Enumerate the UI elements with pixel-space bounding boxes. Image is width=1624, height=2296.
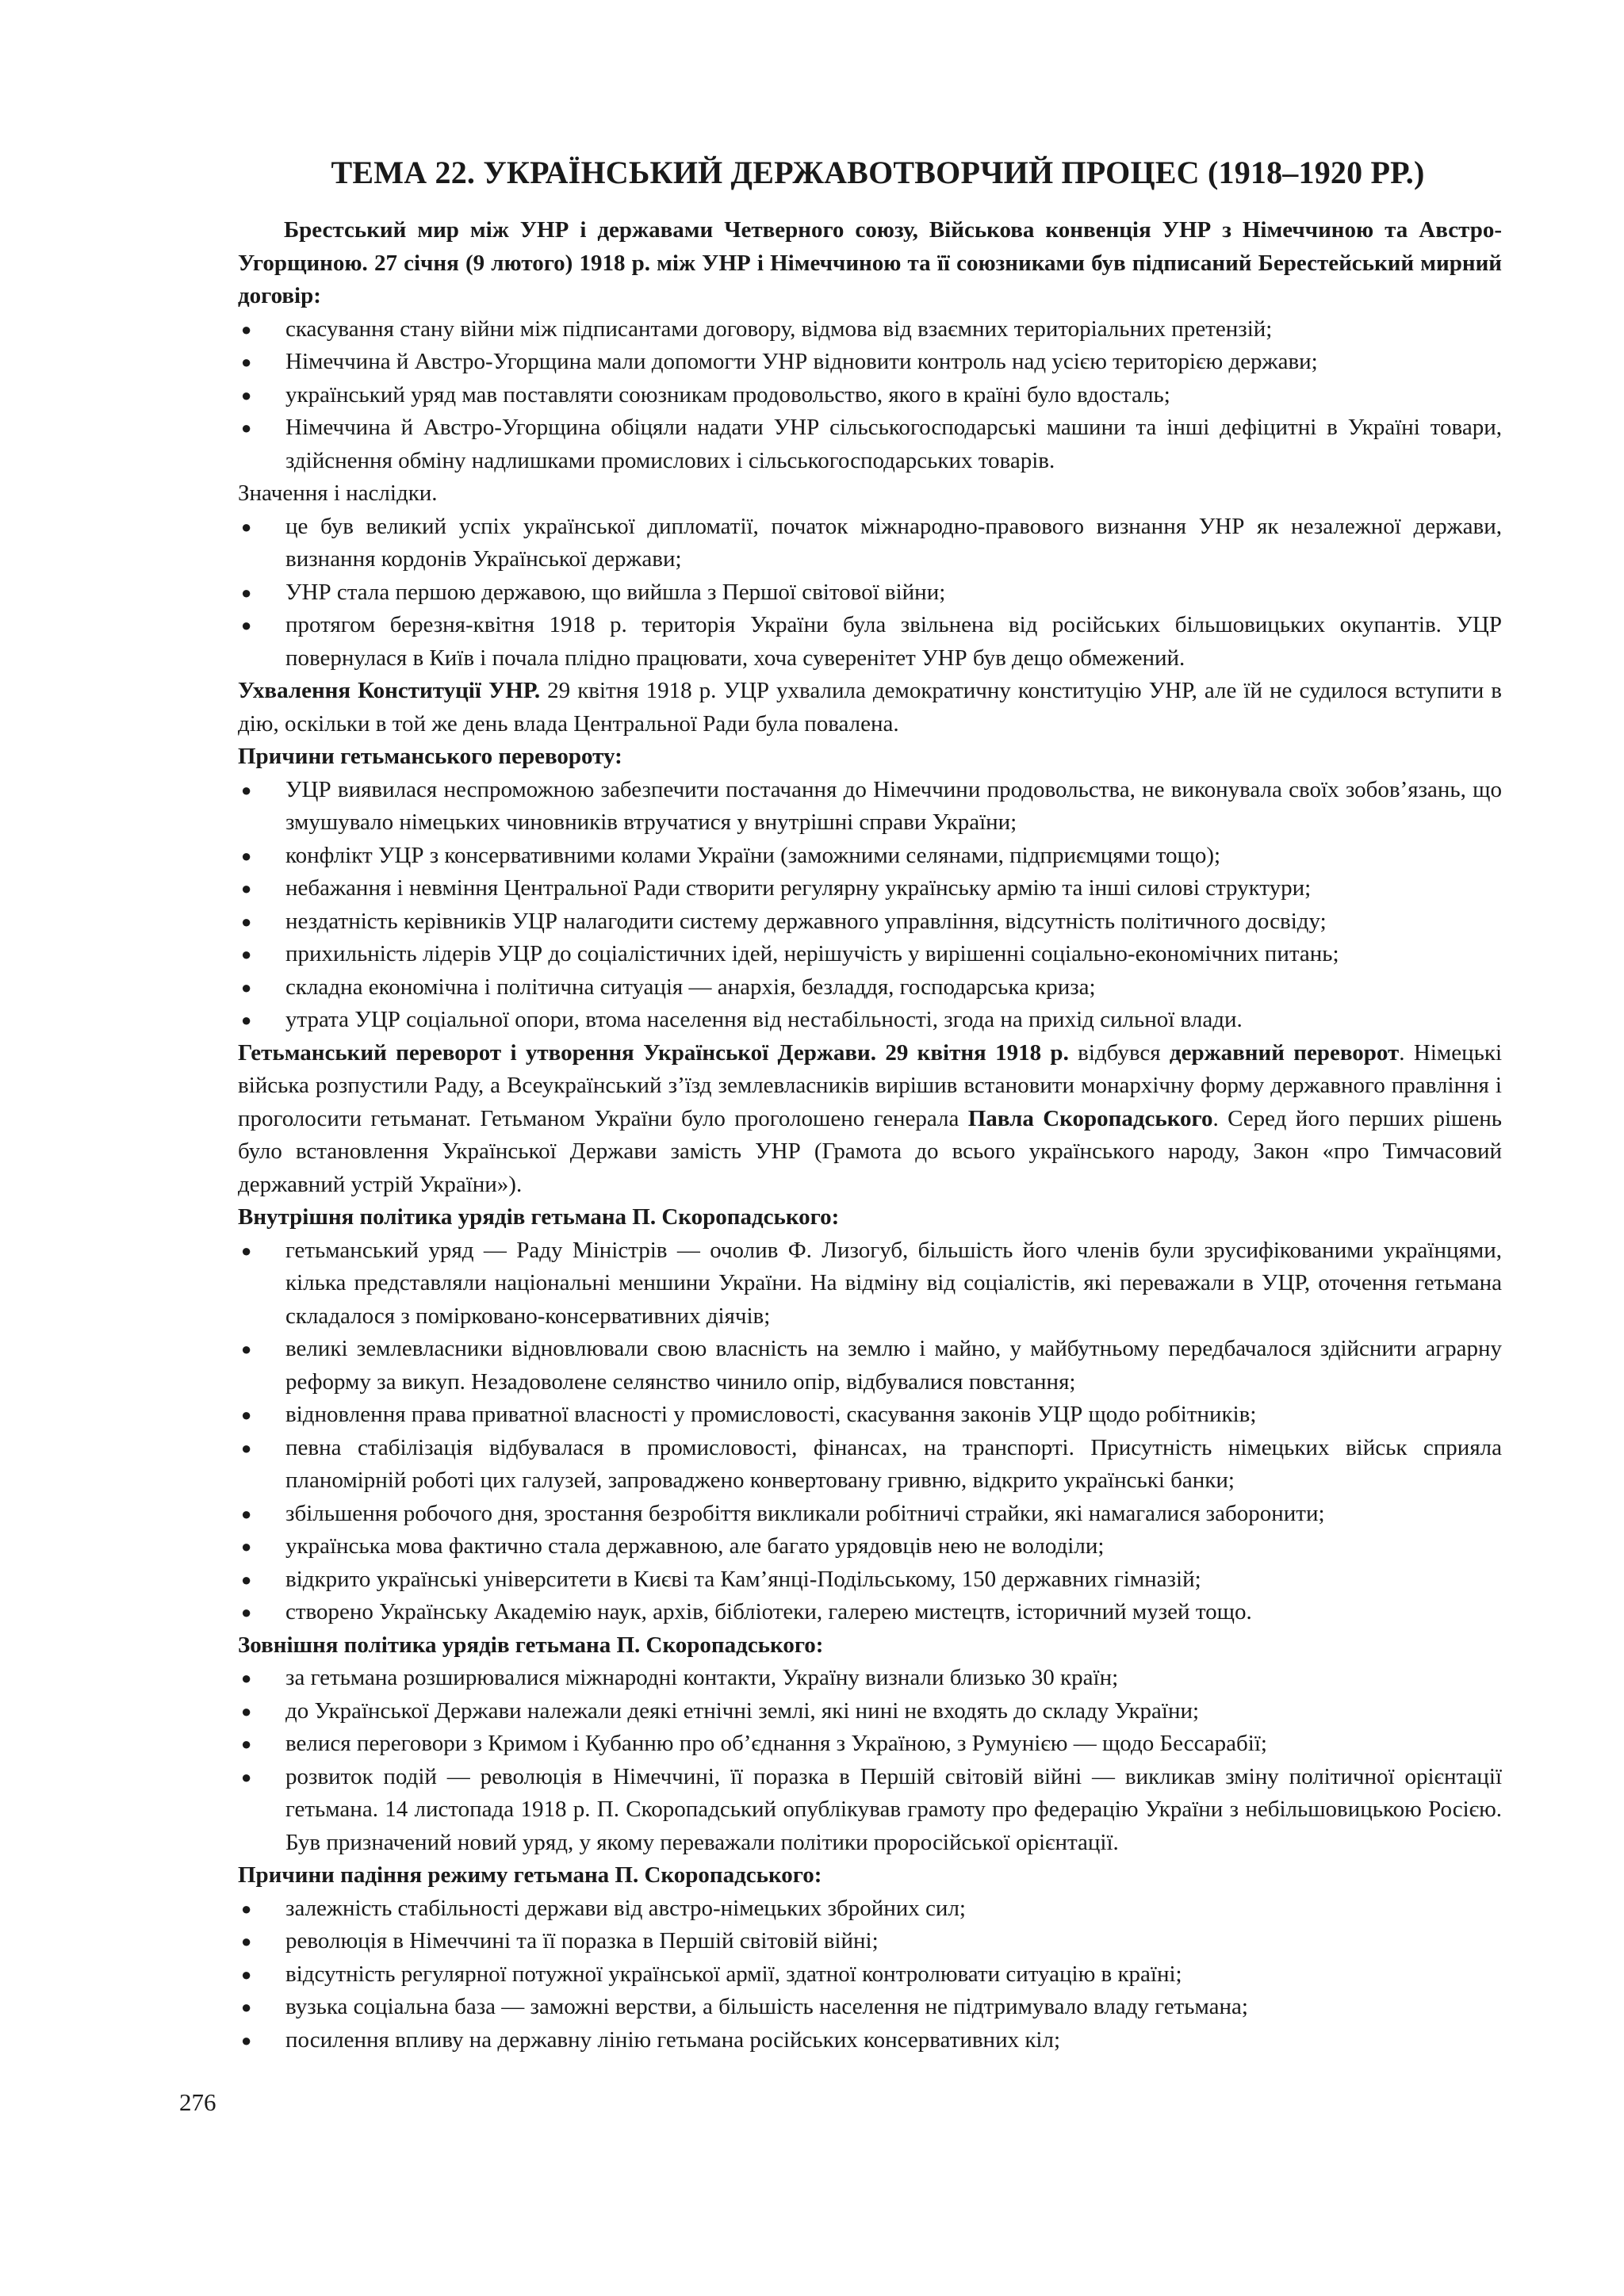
coup-text-3: . Серед його перших рішень було встановлення Української Держави замість УНР (Грамота до всього українського народу, Закон «про Тимчасовий державний устрій України»). [238, 1105, 1502, 1197]
list-item-text: небажання і невміння Центральної Ради створити регулярну українську армію та інші силові структури; [285, 875, 1312, 901]
page-number: 276 [179, 2088, 216, 2116]
list-item-text: прихильність лідерів УЦР до соціалістичних ідей, нерішучість у вирішенні соціально-економічних питань; [285, 941, 1339, 966]
bullet-icon: ● [241, 418, 252, 438]
constitution-paragraph [238, 675, 1502, 740]
list-item-text: УНР стала першою державою, що вийшла з Першої світової війни; [285, 579, 946, 605]
bullet-icon: ● [241, 1898, 252, 1919]
page-title: ТЕМА 22. УКРАЇНСЬКИЙ ДЕРЖАВОТВОРЧИЙ ПРОЦЕС (1918–1920 РР.) [331, 155, 1425, 190]
list-item [238, 1399, 1502, 1432]
bullet-icon: ● [241, 1240, 252, 1261]
internal-policy-heading: Внутрішня політика урядів гетьмана П. Скоропадського: [238, 1204, 840, 1230]
internal-policy-list [238, 1234, 1502, 1629]
significance-label: Значення і наслідки. [238, 480, 438, 506]
list-item-text: збільшення робочого дня, зростання безробіття викликали робітничі страйки, які намагалися заборонити; [285, 1500, 1325, 1526]
bullet-icon: ● [241, 615, 252, 635]
bullet-icon: ● [241, 319, 252, 339]
list-item-text: відсутність регулярної потужної української армії, здатної контролювати ситуацію в країні; [285, 1961, 1182, 1987]
fall-reasons-heading: Причини падіння режиму гетьмана П. Скоропадського: [238, 1862, 822, 1888]
bullet-icon: ● [241, 1339, 252, 1359]
coup-bold-term: державний переворот [1169, 1039, 1400, 1066]
list-item-text: скасування стану війни між підписантами договору, відмова від взаємних територіальних претензій; [285, 316, 1273, 342]
constitution-bold-text: Ухвалення Конституції УНР. [238, 678, 541, 703]
coup-paragraph [238, 1037, 1502, 1202]
list-item [238, 872, 1502, 905]
document-page [238, 152, 1502, 2057]
list-item-text: конфлікт УЦР з консервативними колами України (заможними селянами, підприємцями тощо); [285, 842, 1221, 868]
bullet-icon: ● [241, 1602, 252, 1622]
list-item-text: це був великий успіх української дипломатії, початок міжнародно-правового визнання УНР як незалежної держави, визнання кордонів Української держави; [285, 513, 1502, 572]
list-item [238, 346, 1502, 379]
list-item [238, 511, 1502, 576]
external-policy-heading: Зовнішня політика урядів гетьмана П. Скоропадського: [238, 1632, 824, 1658]
bullet-icon: ● [241, 1931, 252, 1951]
list-item [238, 1596, 1502, 1629]
list-item-text: посилення впливу на державну лінію гетьмана російських консервативних кіл; [285, 2026, 1061, 2053]
list-item-text: гетьманський уряд — Раду Міністрів — очолив Ф. Лизогуб, більшість його членів були зрусифікованими українцями, кілька представляли національні меншини України. На відміну від соціалістів, які переважали в УЦР, оточення гетьмана складалося з поміркованo-консервативних діячів; [285, 1237, 1502, 1329]
list-item [238, 1004, 1502, 1037]
list-item-text: протягом березня-квітня 1918 р. територія України була звільнена від російських більшовицьких окупантів. УЦР повернулася в Київ і почала плідно працювати, хоча суверенітет УНР був дещо обмежений. [285, 612, 1502, 671]
list-item-text: великі землевласники відновлювали свою власність на землю і майно, у майбутньому передбачалося здійснити аграрну реформу за викуп. Незадоволене селянство чинило опір, відбувалися повстання; [285, 1336, 1502, 1395]
bullet-icon: ● [241, 1734, 252, 1754]
list-item [238, 576, 1502, 610]
list-item [238, 1892, 1502, 1926]
coup-text-2: . Німецькі війська розпустили Раду, а Всеукраїнський з’їзд землевласників вирішив встановити монархічну форму державного правління і проголосити гетьманат. Гетьманом України було проголошено генерала [238, 1039, 1503, 1131]
list-item-text: революція в Німеччині та її поразка в Першій світовій війні; [285, 1928, 879, 1954]
bullet-icon: ● [241, 845, 252, 866]
bullet-icon: ● [241, 582, 252, 603]
list-item [238, 1333, 1502, 1399]
bullet-icon: ● [241, 1997, 252, 2017]
bullet-icon: ● [241, 1701, 252, 1721]
list-item [238, 1728, 1502, 1761]
list-item [238, 1432, 1502, 1498]
list-item [238, 313, 1502, 346]
list-item-text: за гетьмана розширювалися міжнародні контакти, Україну визнали близько 30 країн; [285, 1665, 1119, 1690]
bullet-icon: ● [241, 1569, 252, 1590]
list-item-text: складна економічна і політична ситуація — анархія, безладдя, господарська криза; [285, 974, 1096, 1000]
constitution-text: 29 квітня 1918 р. УЦР ухвалила демократичну конституцію УНР, але їй не судилося вступити в дію, оскільки в той же день влада Центральної Ради була повалена. [238, 678, 1502, 737]
coup-reasons-heading: Причини гетьманського перевороту: [238, 744, 622, 769]
coup-bold-name: Павла Скоропадського [967, 1105, 1213, 1131]
list-item [238, 379, 1502, 412]
list-item [238, 1925, 1502, 1958]
list-item [238, 1530, 1502, 1563]
bullet-icon: ● [241, 977, 252, 997]
coup-text-1: відбувся [1068, 1039, 1170, 1066]
bullet-icon: ● [241, 911, 252, 932]
list-item [238, 905, 1502, 939]
list-item-text: створено Українську Академію наук, архів, бібліотеки, галерею мистецтв, історичний музей тощо. [285, 1599, 1252, 1624]
list-item-text: розвиток подій — революція в Німеччині, її поразка в Першій світовій війні — викликав зміну політичної орієнтації гетьмана. 14 листопада 1918 р. П. Скоропадський опублікував грамоту про федерацію України з небільшовицькою Росією. Був призначений новий уряд, у якому переважали політики проросійської орієнтації. [285, 1763, 1502, 1855]
bullet-icon: ● [241, 1766, 252, 1787]
list-item [238, 609, 1502, 675]
list-item-text: відновлення права приватної власності у промисловості, скасування законів УЦР щодо робітників; [285, 1402, 1257, 1427]
bullet-icon: ● [241, 1668, 252, 1688]
list-item [238, 1761, 1502, 1860]
bullet-icon: ● [241, 1010, 252, 1030]
bullet-icon: ● [241, 516, 252, 537]
list-item-text: залежність стабільності держави від австро-німецьких збройних сил; [285, 1895, 966, 1921]
list-item-text: Німеччина й Австро-Угорщина обіцяли надати УНР сільськогосподарські машини та інші дефіцитні в Україні товари, здійснення обміну надлишками промислових і сільськогосподарських товарів. [285, 415, 1502, 473]
list-item-text: Німеччина й Австро-Угорщина мали допомогти УНР відновити контроль над усією територією держави; [285, 349, 1318, 374]
list-item-text: утрата УЦР соціальної опори, втома населення від нестабільності, згода на прихід сильної влади. [285, 1007, 1243, 1032]
list-item-text: нездатність керівників УЦР налагодити систему державного управління, відсутність політичного досвіду; [285, 908, 1327, 934]
bullet-icon: ● [241, 352, 252, 372]
list-item [238, 1695, 1502, 1728]
list-item [238, 840, 1502, 873]
list-item-text: певна стабілізація відбувалася в промисловості, фінансах, на транспорті. Присутність німецьких військ сприяла планомірній роботі цих галузей, запроваджено конвертовану гривню, відкрито українські банки; [285, 1434, 1502, 1493]
list-item [238, 1563, 1502, 1597]
list-item-text: українська мова фактично стала державною, але багато урядовців нею не володіли; [285, 1533, 1105, 1559]
bullet-icon: ● [241, 779, 252, 800]
list-item [238, 774, 1502, 840]
bullet-icon: ● [241, 1964, 252, 1984]
bullet-icon: ● [241, 1405, 252, 1425]
bullet-icon: ● [241, 385, 252, 405]
bullet-icon: ● [241, 1437, 252, 1458]
coup-bold-heading: Гетьманський переворот і утворення Української Держави. 29 квітня 1918 р. [238, 1039, 1069, 1066]
list-item [238, 1662, 1502, 1695]
bullet-icon: ● [241, 2030, 252, 2050]
list-item-text: велися переговори з Кримом і Кубанню про об’єднання з Україною, з Румунією — щодо Бессарабії; [285, 1731, 1267, 1756]
intro-paragraph [238, 214, 1502, 313]
significance-list [238, 511, 1502, 675]
fall-reasons-list [238, 1892, 1502, 2057]
bullet-icon: ● [241, 878, 252, 898]
intro-bold-text: Брестський мир між УНР і державами Четверного союзу, Військова конвенція УНР з Німеччиною та Австро-Угорщиною. 27 січня (9 лютого) 1918 р. між УНР і Німеччиною та її союзниками був підписаний Берестейський мирний договір: [238, 217, 1502, 308]
list-item [238, 1991, 1502, 2024]
coup-reasons-list [238, 774, 1502, 1037]
bullet-icon: ● [241, 944, 252, 964]
external-policy-list [238, 1662, 1502, 1859]
list-item [238, 1958, 1502, 1992]
list-item [238, 1498, 1502, 1531]
list-item [238, 938, 1502, 971]
list-item-text: відкрито українські університети в Києві та Кам’янці-Подільському, 150 державних гімназій; [285, 1566, 1201, 1592]
list-item [238, 971, 1502, 1004]
list-item [238, 411, 1502, 477]
list-item-text: вузька соціальна база — заможні верстви, а більшість населення не підтримувало владу гетьмана; [285, 1994, 1248, 2019]
list-item-text: УЦР виявилася неспроможною забезпечити постачання до Німеччини продовольства, не виконувала своїх зобов’язань, що змушувало німецьких чиновників втручатися у внутрішні справи України; [285, 776, 1502, 835]
treaty-list [238, 313, 1502, 478]
bullet-icon: ● [241, 1503, 252, 1524]
list-item-text: до Української Держави належали деякі етнічні землі, які нині не входять до складу України; [285, 1697, 1200, 1724]
list-item [238, 1234, 1502, 1334]
list-item [238, 2024, 1502, 2057]
bullet-icon: ● [241, 1536, 252, 1556]
list-item-text: український уряд мав поставляти союзникам продовольство, якого в країні було вдосталь; [285, 381, 1170, 408]
